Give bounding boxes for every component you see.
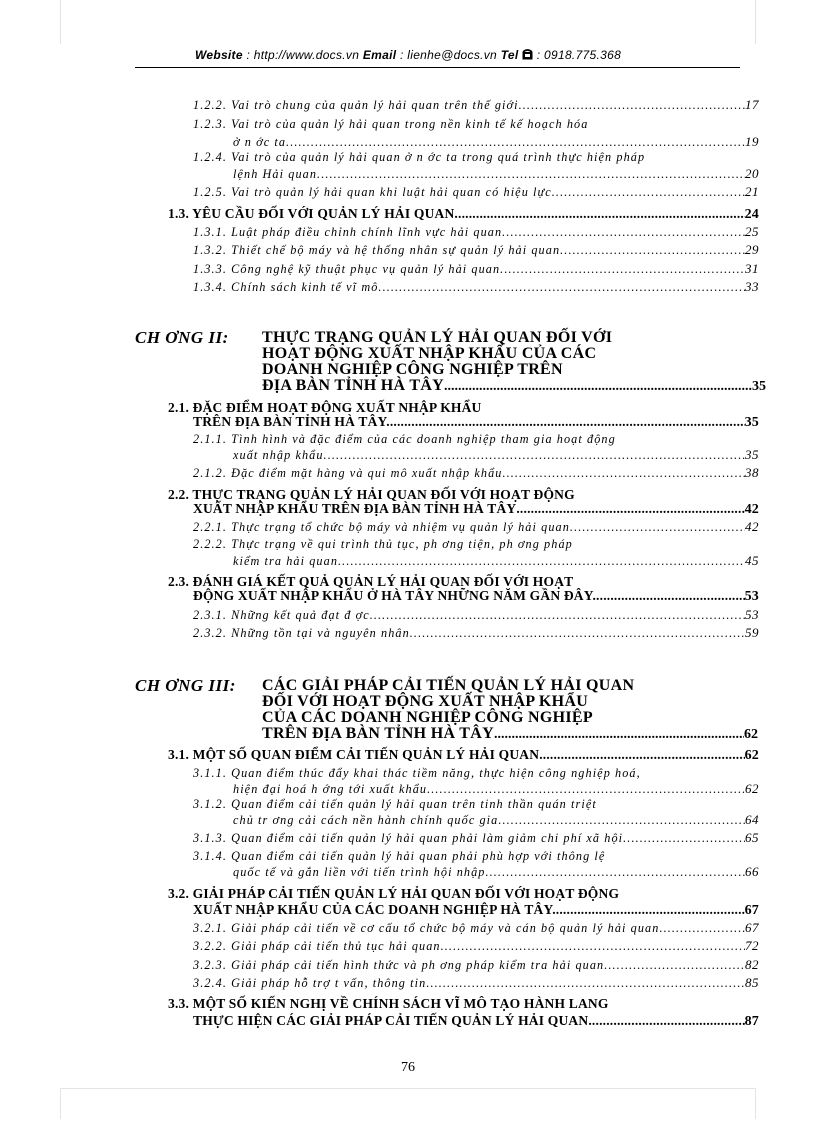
toc-entry-page: 64: [745, 812, 759, 827]
dot-leader: [627, 831, 745, 846]
toc-entry-page: 19: [745, 134, 759, 149]
email-value: : lienhe@docs.vn: [400, 48, 498, 62]
toc-section[interactable]: [193, 902, 759, 919]
dot-leader: [444, 379, 752, 395]
toc-entry-title: 1.2.5. Vai trò quản lý hải quan khi luật hải quan có hiệu lực.: [193, 185, 556, 199]
dot-leader: [290, 135, 745, 150]
dot-leader: [431, 782, 745, 797]
toc-entry-continuation: lệnh Hải quan.: [233, 167, 322, 181]
toc-entry[interactable]: [233, 864, 759, 880]
toc-entry-title: 3.1.3. Quan điểm cải tiến quản lý hải quan phải làm giảm chi phí xã hội.: [193, 831, 628, 845]
toc-entry-page: 38: [745, 465, 759, 480]
toc-section-title[interactable]: 2.1. ĐẶC ĐIỂM HOẠT ĐỘNG XUẤT NHẬP KHẨU: [168, 400, 482, 415]
toc-entry[interactable]: [233, 553, 759, 569]
dot-leader: [370, 608, 745, 623]
toc-entry-page: 21: [745, 184, 759, 199]
dot-leader: [539, 747, 744, 763]
toc-section-continuation: XUẤT NHẬP KHẨU TRÊN ĐỊA BÀN TỈNH HÀ TÂY: [193, 501, 517, 516]
toc-entry-title[interactable]: 3.1.4. Quan điểm cải tiến quản lý hải quan phải phù hợp với thông lệ: [193, 849, 606, 863]
website-label: Website: [194, 48, 243, 62]
toc-entry[interactable]: [233, 781, 759, 797]
toc-entry[interactable]: [233, 447, 759, 463]
toc-entry-page: 53: [745, 607, 759, 622]
dot-leader: [564, 243, 745, 258]
tel-value: : 0918.775.368: [536, 48, 622, 62]
toc-entry-title: 1.2.2. Vai trò chung của quản lý hải quan trên thế giới.: [193, 98, 523, 112]
toc-entry-title: 3.2.1. Giải pháp cải tiến về cơ cấu tổ chức bộ máy và cán bộ quản lý hải quan.: [193, 921, 664, 935]
dot-leader: [342, 554, 745, 569]
toc-entry-title[interactable]: 2.1.1. Tình hình và đặc điểm của các doanh nghiệp tham gia hoạt động: [193, 432, 616, 446]
chapter-label[interactable]: CH ƠNG III:: [135, 676, 236, 695]
toc-section-page: 53: [744, 589, 759, 604]
chapter-title-line: ĐỐI VỚI HOẠT ĐỘNG XUẤT NHẬP KHẨU: [262, 693, 589, 710]
toc-entry-page: 62: [745, 781, 759, 796]
phone-icon: [522, 49, 533, 60]
chapter-title-line: TRÊN ĐỊA BÀN TỈNH HÀ TÂY: [262, 725, 494, 742]
chapter-label[interactable]: CH ƠNG II:: [135, 328, 229, 347]
dot-leader: [321, 167, 745, 182]
dot-leader: [378, 280, 745, 295]
toc-entry-page: 85: [745, 975, 759, 990]
toc-entry-continuation: kiểm tra hải quan.: [233, 554, 343, 568]
dot-leader: [570, 520, 745, 535]
toc-entry[interactable]: [193, 957, 759, 973]
chapter-entry[interactable]: [262, 726, 758, 743]
toc-entry-title[interactable]: 2.2.2. Thực trạng về qui trình thủ tục, ph ơng tiện, ph ơng pháp: [193, 537, 573, 551]
toc-entry-title: 2.2.1. Thực trạng tổ chức bộ máy và nhiệm vụ quản lý hải quan: [193, 520, 570, 534]
dot-leader: [608, 958, 745, 973]
toc-entry-page: 45: [745, 553, 759, 568]
chapter-title-line: THỰC TRẠNG QUẢN LÝ HẢI QUAN ĐỐI VỚI: [262, 329, 613, 346]
toc-entry[interactable]: [193, 465, 759, 481]
chapter-title-line: ĐỊA BÀN TỈNH HÀ TÂY: [262, 377, 445, 394]
dot-leader: [596, 588, 745, 604]
toc-entry[interactable]: [193, 975, 759, 991]
toc-entry-page: 66: [745, 864, 759, 879]
page-frame-top: [60, 0, 756, 44]
dot-leader: [506, 225, 745, 240]
toc-entry-title[interactable]: 3.1.2. Quan điểm cải tiến quản lý hải quan trên tinh thần quán triệt: [193, 797, 597, 811]
dot-leader: [390, 414, 745, 430]
chapter-entry[interactable]: [262, 378, 766, 395]
toc-entry-title: 3.2.3. Giải pháp cải tiến hình thức và ph ơng pháp kiểm tra hải quan.: [193, 958, 609, 972]
toc-entry-continuation: ở n ớc ta.: [233, 135, 291, 149]
toc-section-title: 1.3. YÊU CẦU ĐỐI VỚI QUẢN LÝ HẢI QUAN.: [168, 206, 458, 221]
toc-section[interactable]: [168, 747, 759, 764]
email-label: Email: [362, 48, 397, 62]
toc-entry-page: 17: [745, 97, 759, 112]
chapter-title-line: HOẠT ĐỘNG XUẤT NHẬP KHẨU CỦA CÁC: [262, 345, 597, 362]
dot-leader: [441, 939, 745, 954]
toc-entry-continuation: hiện đại hoá h ớng tới xuất khẩu.: [233, 782, 432, 796]
toc-section-page: 67: [744, 903, 759, 918]
dot-leader: [458, 206, 745, 222]
dot-leader: [588, 1013, 744, 1029]
toc-section[interactable]: [168, 206, 759, 223]
tel-label: Tel: [500, 48, 519, 62]
chapter-title-line: DOANH NGHIỆP CÔNG NGHIỆP TRÊN: [262, 361, 563, 378]
toc-entry-page: 33: [745, 279, 759, 294]
toc-entry-title: 1.3.3. Công nghệ kỹ thuật phục vụ quản lý hải quan.: [193, 262, 505, 276]
toc-entry[interactable]: [233, 166, 759, 182]
toc-entry-title: 3.2.4. Giải pháp hỗ trợ t vấn, thông tin: [193, 976, 427, 990]
toc-entry[interactable]: [193, 920, 759, 936]
dot-leader: [410, 626, 745, 641]
toc-entry-title[interactable]: 3.1.1. Quan điểm thúc đẩy khai thác tiềm năng, thực hiện công nghiệp hoá,: [193, 766, 641, 780]
toc-entry[interactable]: [193, 261, 759, 277]
toc-entry-title: 1.3.1. Luật pháp điều chỉnh chính lĩnh vực hải quan.: [193, 225, 507, 239]
page-number: 76: [401, 1060, 415, 1075]
toc-section[interactable]: [193, 1013, 759, 1030]
toc-entry-page: 20: [745, 166, 759, 181]
toc-entry[interactable]: [193, 519, 759, 535]
toc-entry-page: 35: [745, 447, 759, 462]
toc-entry-title: 2.1.2. Đặc điểm mặt hàng và qui mô xuất nhập khẩu: [193, 466, 503, 480]
dot-leader: [490, 865, 745, 880]
toc-entry-page: 25: [745, 224, 759, 239]
toc-entry-title: 2.3.2. Những tồn tại và nguyên nhân: [193, 626, 410, 640]
toc-entry[interactable]: [193, 279, 759, 295]
toc-section-title[interactable]: 3.3. MỘT SỐ KIẾN NGHỊ VỀ CHÍNH SÁCH VĨ MÔ TẠO HÀNH LANG: [168, 996, 609, 1011]
toc-section-continuation: XUẤT NHẬP KHẨU CỦA CÁC DOANH NGHIỆP HÀ TÂY.: [193, 902, 556, 917]
page-header: [0, 48, 816, 62]
toc-section-continuation: THỰC HIỆN CÁC GIẢI PHÁP CẢI TIẾN QUẢN LÝ HẢI QUAN: [193, 1013, 589, 1028]
toc-entry[interactable]: [193, 224, 759, 240]
toc-section-page: 62: [744, 748, 759, 763]
dot-leader: [494, 727, 744, 743]
website-value: : http://www.docs.vn: [246, 48, 360, 62]
toc-entry[interactable]: [193, 938, 759, 954]
toc-section[interactable]: [193, 588, 759, 605]
toc-section-page: 24: [744, 207, 759, 222]
toc-section-title[interactable]: 3.2. GIẢI PHÁP CẢI TIẾN QUẢN LÝ HẢI QUAN ĐỐI VỚI HOẠT ĐỘNG: [168, 886, 620, 901]
toc-entry-page: 42: [745, 519, 759, 534]
toc-section-title[interactable]: 2.2. THỰC TRẠNG QUẢN LÝ HẢI QUAN ĐỐI VỚI HOẠT ĐỘNG: [168, 487, 575, 502]
toc-section-page: 35: [744, 415, 759, 430]
dot-leader: [523, 98, 745, 113]
toc-section-continuation: TRÊN ĐỊA BÀN TỈNH HÀ TÂY.: [193, 414, 390, 429]
toc-entry-title: 3.2.2. Giải pháp cải tiến thủ tục hải quan: [193, 939, 441, 953]
toc-entry-title: 1.3.4. Chính sách kinh tế vĩ mô: [193, 280, 379, 294]
toc-entry[interactable]: [193, 625, 759, 641]
dot-leader: [664, 921, 745, 936]
dot-leader: [556, 902, 745, 918]
toc-entry[interactable]: [193, 184, 759, 200]
dot-leader: [426, 976, 745, 991]
toc-entry-page: 67: [745, 920, 759, 935]
toc-entry-continuation: chủ tr ơng cải cách nền hành chính quốc gia: [233, 813, 499, 827]
dot-leader: [498, 813, 745, 828]
toc-entry[interactable]: [193, 97, 759, 113]
toc-entry-page: 31: [745, 261, 759, 276]
dot-leader: [502, 466, 745, 481]
toc-entry[interactable]: [193, 242, 759, 258]
chapter-page: 62: [744, 727, 758, 742]
toc-entry-page: 29: [745, 242, 759, 257]
toc-entry-page: 82: [745, 957, 759, 972]
dot-leader: [516, 501, 744, 517]
toc-section[interactable]: [193, 501, 759, 518]
toc-section-page: 87: [744, 1014, 759, 1029]
dot-leader: [328, 448, 745, 463]
toc-entry-page: 65: [745, 830, 759, 845]
chapter-title-line: CỦA CÁC DOANH NGHIỆP CÔNG NGHIỆP: [262, 709, 593, 726]
toc-entry-continuation: xuất nhập khẩu.: [233, 448, 328, 462]
toc-entry-continuation: quốc tế và gắn liền với tiến trình hội nhập.: [233, 865, 490, 879]
page-frame-bottom: [60, 1088, 756, 1119]
toc-section[interactable]: [193, 414, 759, 431]
toc-entry-title: 1.3.2. Thiết chế bộ máy và hệ thống nhân sự quản lý hải quan.: [193, 243, 565, 257]
dot-leader: [504, 262, 745, 277]
toc-entry[interactable]: [233, 812, 759, 828]
toc-entry[interactable]: [193, 830, 759, 846]
chapter-page: 35: [752, 379, 766, 394]
toc-section-title: 3.1. MỘT SỐ QUAN ĐIỂM CẢI TIẾN QUẢN LÝ HẢI QUAN: [168, 747, 540, 762]
toc-section-continuation: ĐỘNG XUẤT NHẬP KHẨU Ở HÀ TÂY NHỮNG NĂM GẦN ĐÂY.: [193, 588, 597, 603]
toc-entry-page: 59: [745, 625, 759, 640]
toc-entry[interactable]: [233, 134, 759, 150]
dot-leader: [556, 185, 745, 200]
toc-entry[interactable]: [193, 607, 759, 623]
toc-entry-page: 72: [745, 938, 759, 953]
header-rule: [135, 67, 740, 68]
toc-entry-title[interactable]: 1.2.4. Vai trò của quản lý hải quan ở n ớc ta trong quá trình thực hiện pháp: [193, 150, 646, 164]
chapter-title-line: CÁC GIẢI PHÁP CẢI TIẾN QUẢN LÝ HẢI QUAN: [262, 677, 635, 694]
toc-entry-title: 2.3.1. Những kết quả đạt đ ợc: [193, 608, 370, 622]
toc-entry-title[interactable]: 1.2.3. Vai trò của quản lý hải quan trong nền kinh tế kế hoạch hóa: [193, 117, 589, 131]
toc-section-page: 42: [744, 502, 759, 517]
toc-section-title[interactable]: 2.3. ĐÁNH GIÁ KẾT QUẢ QUẢN LÝ HẢI QUAN ĐỐI VỚI HOẠT: [168, 574, 574, 589]
